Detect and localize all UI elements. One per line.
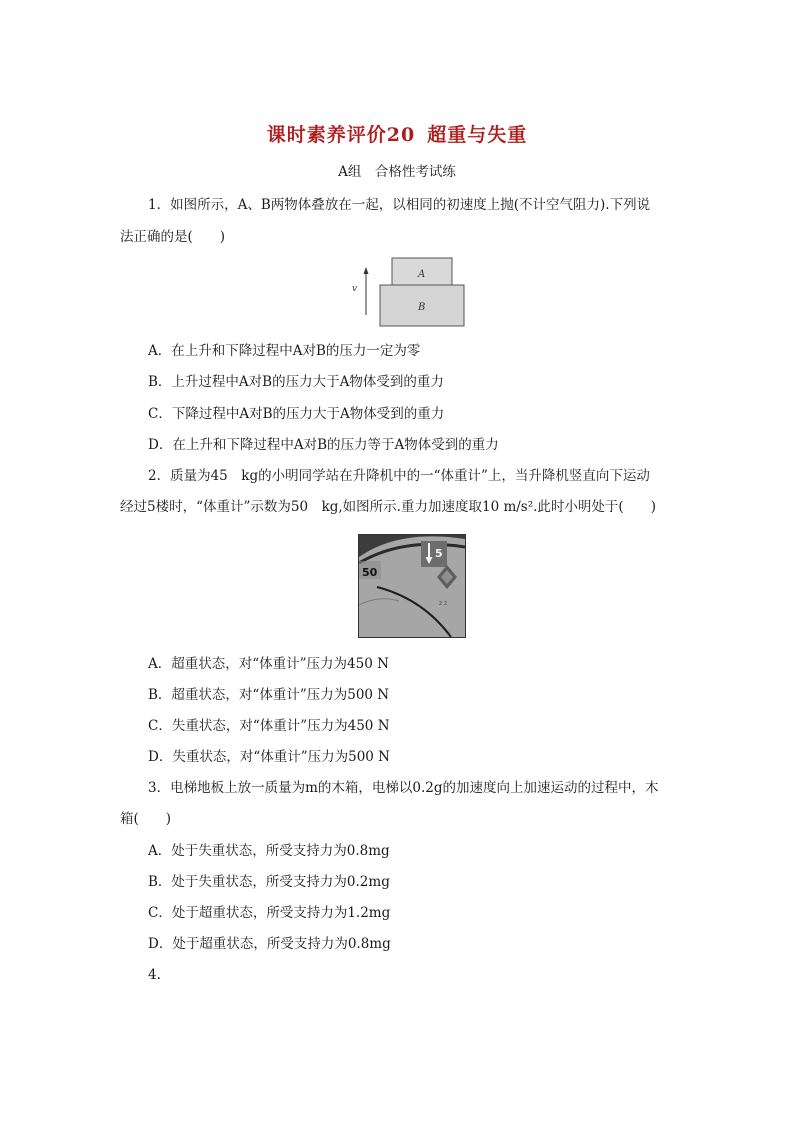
q3-stem-line2: 箱( ) xyxy=(120,811,172,827)
svg-text:z z: z z xyxy=(439,600,448,607)
q3-option-b: B．处于失重状态，所受支持力为0.2mg xyxy=(148,874,390,890)
floor-indicator-bg xyxy=(421,541,447,567)
floor-number: 5 xyxy=(435,547,443,560)
q2-option-c: C．失重状态，对“体重计”压力为450 N xyxy=(148,718,390,734)
q1-option-c: C．下降过程中A对B的压力大于A物体受到的重力 xyxy=(148,406,445,422)
q2-option-a: A．超重状态，对“体重计”压力为450 N xyxy=(148,656,389,672)
q1-stem-line2: 法正确的是( ) xyxy=(120,229,226,245)
q1-figure-stacked-blocks xyxy=(346,255,468,327)
velocity-arrow-head xyxy=(364,267,369,274)
group-heading: A组 合格性考试练 xyxy=(338,164,456,180)
q2-option-d: D．失重状态，对“体重计”压力为500 N xyxy=(148,749,390,765)
q3-option-c: C．处于超重状态，所受支持力为1.2mg xyxy=(148,905,391,921)
q2-stem-line1: 2．质量为45 kg的小明同学站在升降机中的一“体重计”上，当升降机竖直向下运动 xyxy=(148,468,650,484)
q4-number: 4. xyxy=(148,967,161,983)
label-v: v xyxy=(352,284,358,294)
q2-figure-scale-photo xyxy=(358,534,466,638)
title-part1: 课时素养评价20 xyxy=(266,124,416,146)
q1-option-d: D．在上升和下降过程中A对B的压力等于A物体受到的重力 xyxy=(148,437,499,453)
q2-option-b: B．超重状态，对“体重计”压力为500 N xyxy=(148,687,390,703)
q3-stem-line1: 3．电梯地板上放一质量为m的木箱，电梯以0.2g的加速度向上加速运动的过程中，木 xyxy=(148,780,659,796)
q1-stem-line1: 1．如图所示，A、B两物体叠放在一起，以相同的初速度上抛(不计空气阻力).下列说 xyxy=(148,197,651,213)
label-a: A xyxy=(418,269,426,280)
scale-reading: 50 xyxy=(362,566,378,579)
title-part2: 超重与失重 xyxy=(427,124,528,146)
q1-option-a: A．在上升和下降过程中A对B的压力一定为零 xyxy=(148,343,421,359)
label-b: B xyxy=(418,302,426,313)
q2-stem-line2: 经过5楼时，“体重计”示数为50 kg,如图所示.重力加速度取10 m/s².此时小明处于( ) xyxy=(120,499,656,515)
q1-option-b: B．上升过程中A对B的压力大于A物体受到的重力 xyxy=(148,374,444,390)
page-title xyxy=(0,120,794,147)
q3-option-a: A．处于失重状态，所受支持力为0.8mg xyxy=(148,843,390,859)
q3-option-d: D．处于超重状态，所受支持力为0.8mg xyxy=(148,936,391,952)
